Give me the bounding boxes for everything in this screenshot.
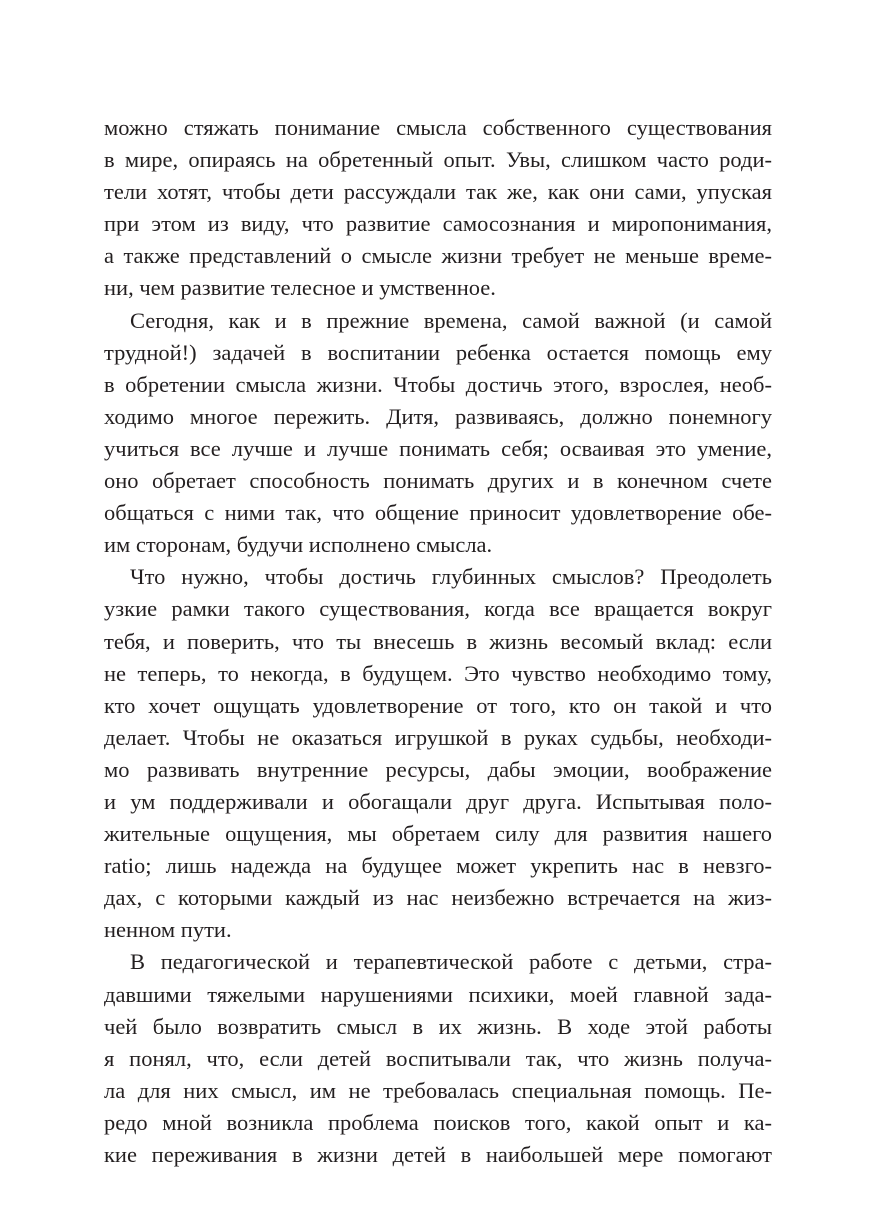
text-line: и ум поддерживали и обогащали друг друга. Испытывая поло- <box>104 788 772 814</box>
text-line: редо мной возникла проблема поисков того, какой опыт и ка- <box>104 1109 772 1135</box>
text-line: тебя, и поверить, что ты внесешь в жизнь весомый вклад: если <box>104 628 772 654</box>
text-line: им сторонам, будучи исполнено смысла. <box>104 532 493 558</box>
paragraph-1 <box>104 112 772 305</box>
text-line: Сегодня, как и в прежние времена, самой важной (и самой <box>130 307 772 333</box>
paragraph-3 <box>104 561 772 946</box>
text-line: я понял, что, если детей воспитывали так, что жизнь получа- <box>104 1045 772 1071</box>
paragraph-2 <box>104 305 772 562</box>
text-line: ненном пути. <box>104 917 232 943</box>
paragraph-4 <box>104 946 772 1171</box>
text-line: узкие рамки такого существования, когда все вращается вокруг <box>104 596 772 622</box>
text-line: Что нужно, чтобы достичь глубинных смыслов? Преодолеть <box>130 564 772 590</box>
text-line: дах, с которыми каждый из нас неизбежно встречается на жиз- <box>104 885 772 911</box>
text-line: оно обретает способность понимать других и в конечном счете <box>104 468 772 494</box>
text-line: трудной!) задачей в воспитании ребенка остается помощь ему <box>104 339 772 365</box>
text-line: делает. Чтобы не оказаться игрушкой в руках судьбы, необходи- <box>104 724 772 750</box>
text-line: не теперь, то некогда, в будущем. Это чувство необходимо тому, <box>104 660 772 686</box>
text-line: учиться все лучше и лучше понимать себя; осваивая это умение, <box>104 435 772 461</box>
text-line: ни, чем развитие телесное и умственное. <box>104 275 496 301</box>
text-line: при этом из виду, что развитие самосознания и миропонимания, <box>104 211 772 237</box>
text-line: давшими тяжелыми нарушениями психики, моей главной зада- <box>104 981 772 1007</box>
text-line: ла для них смысл, им не требовалась специальная помощь. Пе- <box>104 1077 772 1103</box>
text-line: кто хочет ощущать удовлетворение от того, кто он такой и что <box>104 692 772 718</box>
text-line: тели хотят, чтобы дети рассуждали так же, как они сами, упуская <box>104 179 772 205</box>
text-line: в мире, опираясь на обретенный опыт. Увы, слишком часто роди- <box>104 147 772 173</box>
text-line: ходимо многое пережить. Дитя, развиваясь, должно понемногу <box>104 403 772 429</box>
text-line: мо развивать внутренние ресурсы, дабы эмоции, воображение <box>104 756 772 782</box>
text-line: кие переживания в жизни детей в наибольшей мере помогают <box>104 1142 772 1167</box>
text-line: а также представлений о смысле жизни требует не меньше време- <box>104 243 772 269</box>
text-line: в обретении смысла жизни. Чтобы достичь этого, взрослея, необ- <box>104 371 772 397</box>
text-line: можно стяжать понимание смысла собственного существования <box>104 115 772 140</box>
page-body <box>104 112 772 1171</box>
text-line: общаться с ними так, что общение приносит удовлетворение обе- <box>104 500 772 526</box>
text-line: ratio; лишь надежда на будущее может укрепить нас в невзго- <box>104 853 772 879</box>
text-line: жительные ощущения, мы обретаем силу для развития нашего <box>104 821 772 847</box>
text-line: В педагогической и терапевтической работе с детьми, стра- <box>130 949 772 975</box>
text-line: чей было возвратить смысл в их жизнь. В ходе этой работы <box>104 1013 772 1039</box>
